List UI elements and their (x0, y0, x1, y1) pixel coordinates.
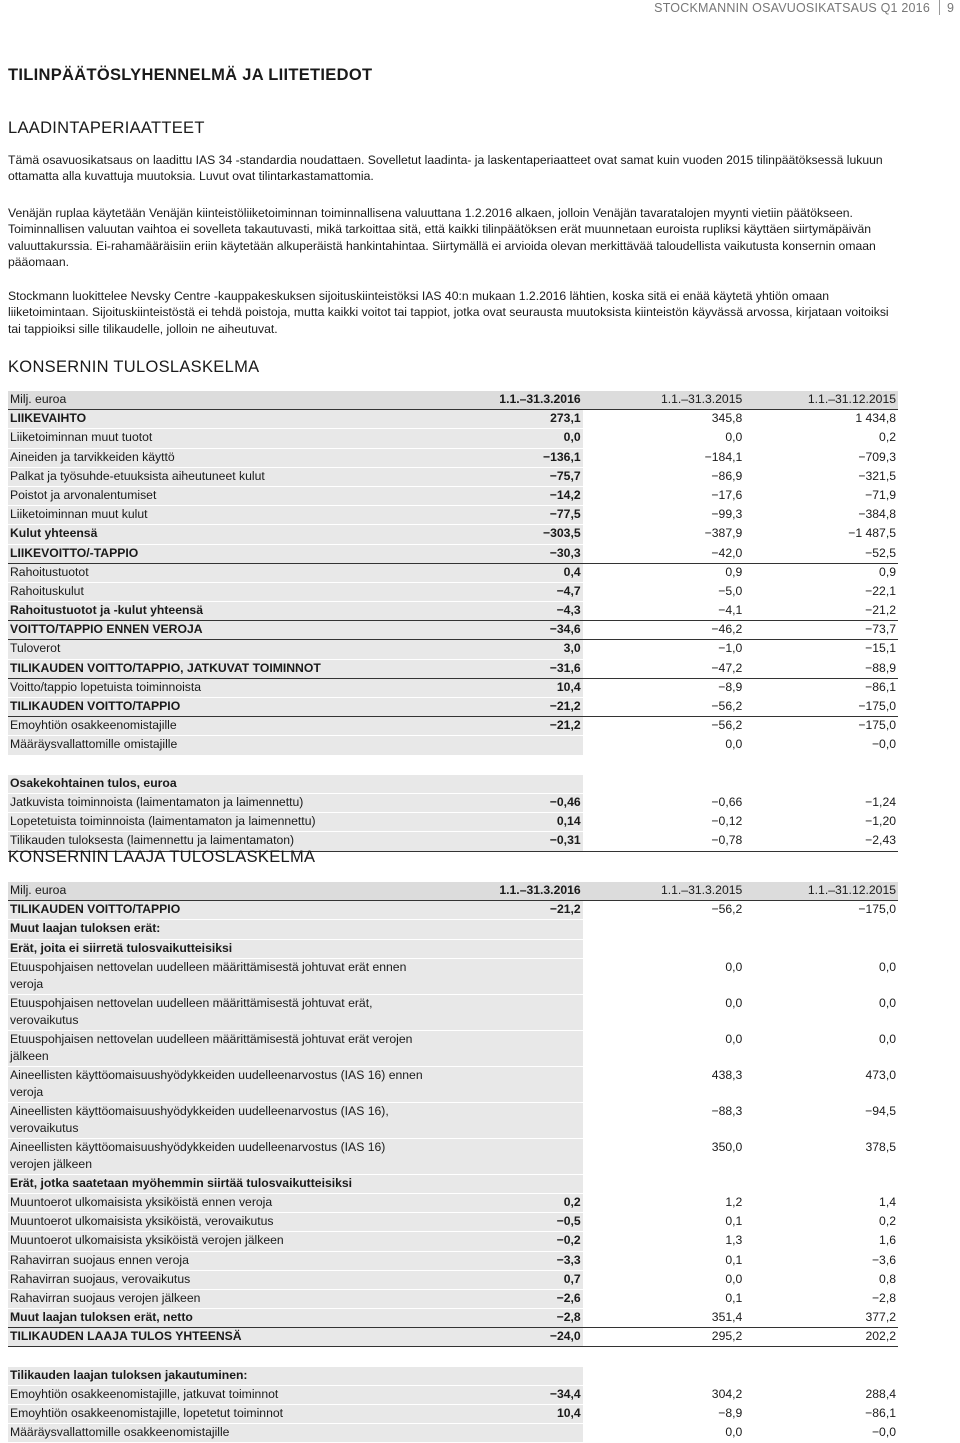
row-value (429, 774, 583, 793)
paragraph-2: Venäjän ruplaa käytetään Venäjän kiinteistöliiketoiminnan toiminnallisena valuuttana 1.2.2016 alkaen, jolloin Venäjän tavaratalojen myynti vietiin päätökseen. Toiminnallisen valuutan vaihtoa ei sovelleta takautuvasti, mikä tarkoittaa sitä, että kaikki tilinpäätöksen erät muunnetaan euroista rupliksi käyttäen siirtymäpäivän valuuttakurssia. Ei-rahamääräisiin eriin käytetään alkuperäistä hankintahintaa. Siirtymällä ei arvioida olevan merkittävää taloudellista vaikutusta konsernin omaan pääomaan. (8, 206, 876, 270)
row-value: −88,9 (744, 659, 898, 678)
row-value: 378,5 (744, 1138, 898, 1174)
table-row (8, 1347, 898, 1366)
row-value: −71,9 (744, 486, 898, 505)
row-value (429, 939, 583, 958)
row-value: −2,6 (429, 1289, 583, 1308)
row-value: −0,5 (429, 1213, 583, 1232)
table-row (8, 994, 898, 1030)
row-value: −73,7 (744, 621, 898, 640)
paragraph-1: Tämä osavuosikatsaus on laadittu IAS 34 -standardia noudattaen. Sovelletut laadinta- ja laskentaperiaatteet ovat samat kuin vuoden 2015 tilinpäätöksessä lukuun ottamatta alla kuvattuja muutoksia. Luvut ovat tilintarkastamattomia. (8, 153, 883, 184)
row-value: −0,2 (429, 1232, 583, 1251)
table-row (8, 544, 898, 563)
row-value: 0,9 (583, 563, 745, 582)
income-statement-table (8, 391, 898, 852)
row-label: Etuuspohjaisen nettovelan uudelleen määrittämisestä johtuvat erät verojen jälkeen (8, 1030, 429, 1066)
table-row (8, 563, 898, 582)
row-value (744, 755, 898, 774)
table-row (8, 467, 898, 486)
paragraph-3: Stockmann luokittelee Nevsky Centre -kauppakeskuksen sijoituskiinteistöksi IAS 40:n mukaan 1.2.2016 lähtien, koska sitä ei enää käytetä yhtiön omaan liiketoimintaan. Sijoituskiinteistöstä ei tehdä poistoja, mutta kaikki voitot tai tappiot, jotka ovat seurausta muutoksista kiinteistön käyvässä arvossa, kirjataan voitoiksi tai tappioiksi sille tilikaudelle, jolloin ne aiheutuvat. (8, 289, 889, 336)
row-value: −21,2 (429, 698, 583, 717)
row-value: 351,4 (583, 1309, 745, 1328)
row-value: −4,1 (583, 602, 745, 621)
section-title-income-statement: KONSERNIN TULOSLASKELMA (8, 358, 260, 376)
row-value: −175,0 (744, 698, 898, 717)
row-label: TILIKAUDEN VOITTO/TAPPIO, JATKUVAT TOIMINNOT (8, 659, 429, 678)
row-value: −0,0 (744, 1424, 898, 1443)
column-header-label: Milj. euroa (8, 391, 429, 410)
row-label: Muuntoerot ulkomaisista yksiköistä ennen veroja (8, 1193, 429, 1212)
table-row (8, 698, 898, 717)
row-label: Muuntoerot ulkomaisista yksiköistä verojen jälkeen (8, 1232, 429, 1251)
table-row (8, 525, 898, 544)
table-row (8, 1424, 898, 1443)
column-header-period: 1.1.–31.3.2015 (583, 882, 745, 901)
row-value: 0,0 (583, 736, 745, 755)
table-row (8, 1328, 898, 1347)
table-row (8, 920, 898, 939)
row-label: Voitto/tappio lopetuista toiminnoista (8, 678, 429, 697)
row-value: 0,0 (583, 958, 745, 994)
row-value (583, 1347, 745, 1366)
row-value: −86,9 (583, 467, 745, 486)
row-label: Rahoituskulut (8, 582, 429, 601)
row-value: −0,78 (583, 832, 745, 851)
row-label: Aineellisten käyttöomaisuushyödykkeiden uudelleenarvostus (IAS 16) verojen jälkeen (8, 1138, 429, 1174)
row-value: −0,46 (429, 793, 583, 812)
column-header-period: 1.1.–31.12.2015 (744, 391, 898, 410)
row-label: TILIKAUDEN VOITTO/TAPPIO (8, 901, 429, 920)
row-value: 0,9 (744, 563, 898, 582)
row-value: −56,2 (583, 698, 745, 717)
row-label: Määräysvallattomille osakkeenomistajille (8, 1424, 429, 1443)
row-value: −8,9 (583, 1405, 745, 1424)
row-value (744, 1347, 898, 1366)
row-value: −175,0 (744, 901, 898, 920)
table-row (8, 1030, 898, 1066)
row-value: 10,4 (429, 678, 583, 697)
row-value: 1,2 (583, 1193, 745, 1212)
row-value: −3,3 (429, 1251, 583, 1270)
row-value: 0,0 (744, 958, 898, 994)
row-value: −0,66 (583, 793, 745, 812)
table-row (8, 621, 898, 640)
table-header-row (8, 391, 898, 410)
row-value: −86,1 (744, 678, 898, 697)
section-title-comprehensive-income: KONSERNIN LAAJA TULOSLASKELMA (8, 848, 316, 866)
row-value (429, 755, 583, 774)
row-value: −0,31 (429, 832, 583, 851)
table-row (8, 958, 898, 994)
table-row (8, 1193, 898, 1212)
row-value (583, 1366, 745, 1385)
page-header (0, 0, 960, 16)
page-number: 9 (947, 1, 954, 15)
row-label: Liiketoiminnan muut kulut (8, 506, 429, 525)
row-value: −1 487,5 (744, 525, 898, 544)
row-label: Emoyhtiön osakkeenomistajille, jatkuvat toiminnot (8, 1385, 429, 1404)
column-header-period: 1.1.–31.3.2016 (429, 882, 583, 901)
column-header-period: 1.1.–31.3.2016 (429, 391, 583, 410)
row-value: −31,6 (429, 659, 583, 678)
row-value: −56,2 (583, 717, 745, 736)
column-header-period: 1.1.–31.12.2015 (744, 882, 898, 901)
row-value (429, 1102, 583, 1138)
row-label: Etuuspohjaisen nettovelan uudelleen määrittämisestä johtuvat erät, verovaikutus (8, 994, 429, 1030)
table-row (8, 448, 898, 467)
table-row (8, 1309, 898, 1328)
row-label (8, 755, 429, 774)
row-value: −86,1 (744, 1405, 898, 1424)
row-value (429, 1030, 583, 1066)
table-row (8, 1174, 898, 1193)
row-label: Aineellisten käyttöomaisuushyödykkeiden uudelleenarvostus (IAS 16), verovaikutus (8, 1102, 429, 1138)
row-label: Osakekohtainen tulos, euroa (8, 774, 429, 793)
table-row (8, 640, 898, 659)
comprehensive-income-table (8, 882, 898, 1443)
row-label (8, 1347, 429, 1366)
row-label: Etuuspohjaisen nettovelan uudelleen määrittämisestä johtuvat erät ennen veroja (8, 958, 429, 994)
row-value: −56,2 (583, 901, 745, 920)
row-value: 1 434,8 (744, 410, 898, 429)
row-value: −4,3 (429, 602, 583, 621)
row-value: −24,0 (429, 1328, 583, 1347)
row-value: 0,2 (744, 429, 898, 448)
table-row (8, 1270, 898, 1289)
row-value (583, 1174, 745, 1193)
row-value: 0,0 (583, 994, 745, 1030)
report-title: STOCKMANNIN OSAVUOSIKATSAUS Q1 2016 (654, 1, 930, 15)
row-value: 438,3 (583, 1066, 745, 1102)
row-value: 377,2 (744, 1309, 898, 1328)
row-value: 0,1 (583, 1289, 745, 1308)
row-label: Emoyhtiön osakkeenomistajille, lopetetut toiminnot (8, 1405, 429, 1424)
row-value: 0,14 (429, 813, 583, 832)
row-label: Tuloverot (8, 640, 429, 659)
row-value: −42,0 (583, 544, 745, 563)
row-label: Muut laajan tuloksen erät, netto (8, 1309, 429, 1328)
row-label: Tilikauden tuloksesta (laimennettu ja laimentamaton) (8, 832, 429, 851)
row-label: Rahavirran suojaus ennen veroja (8, 1251, 429, 1270)
row-value: −47,2 (583, 659, 745, 678)
row-value (744, 774, 898, 793)
row-label: Kulut yhteensä (8, 525, 429, 544)
row-value: 0,2 (744, 1213, 898, 1232)
row-label: Rahoitustuotot ja -kulut yhteensä (8, 602, 429, 621)
table-row (8, 1251, 898, 1270)
table-row (8, 939, 898, 958)
row-value: 0,0 (744, 1030, 898, 1066)
row-value: −77,5 (429, 506, 583, 525)
table-row (8, 582, 898, 601)
row-value: −21,2 (429, 901, 583, 920)
row-label: Erät, joita ei siirretä tulosvaikutteisiksi (8, 939, 429, 958)
table-row (8, 486, 898, 505)
column-header-label: Milj. euroa (8, 882, 429, 901)
row-value: −88,3 (583, 1102, 745, 1138)
row-value (583, 774, 745, 793)
table-row (8, 717, 898, 736)
table-row (8, 813, 898, 832)
table-row (8, 1066, 898, 1102)
row-value (429, 920, 583, 939)
table-row (8, 659, 898, 678)
row-value: −1,20 (744, 813, 898, 832)
row-value: −184,1 (583, 448, 745, 467)
row-value: −3,6 (744, 1251, 898, 1270)
row-value: −4,7 (429, 582, 583, 601)
table-row (8, 410, 898, 429)
row-value (429, 736, 583, 755)
table-row (8, 429, 898, 448)
row-value (429, 994, 583, 1030)
row-value: 295,2 (583, 1328, 745, 1347)
row-value: −15,1 (744, 640, 898, 659)
row-value (429, 1347, 583, 1366)
row-value (744, 1174, 898, 1193)
row-value (583, 755, 745, 774)
table-row (8, 774, 898, 793)
row-value: −46,2 (583, 621, 745, 640)
table-row (8, 1385, 898, 1404)
row-value: 202,2 (744, 1328, 898, 1347)
row-label: Muuntoerot ulkomaisista yksiköistä, verovaikutus (8, 1213, 429, 1232)
row-value: −52,5 (744, 544, 898, 563)
row-value: −321,5 (744, 467, 898, 486)
row-label: LIIKEVAIHTO (8, 410, 429, 429)
table-row (8, 736, 898, 755)
row-value: 10,4 (429, 1405, 583, 1424)
row-value: −2,43 (744, 832, 898, 851)
row-value: 304,2 (583, 1385, 745, 1404)
header-divider (939, 0, 940, 15)
row-value: −1,0 (583, 640, 745, 659)
row-value: −0,0 (744, 736, 898, 755)
row-value: 3,0 (429, 640, 583, 659)
table-header-row (8, 882, 898, 901)
row-value: 0,0 (583, 429, 745, 448)
row-value: −384,8 (744, 506, 898, 525)
row-value: −0,12 (583, 813, 745, 832)
table-row (8, 1366, 898, 1385)
row-value: −99,3 (583, 506, 745, 525)
row-value: 473,0 (744, 1066, 898, 1102)
row-value: 288,4 (744, 1385, 898, 1404)
row-label: Jatkuvista toiminnoista (laimentamaton ja laimennettu) (8, 793, 429, 812)
row-value (429, 1138, 583, 1174)
row-value (744, 939, 898, 958)
row-value (583, 920, 745, 939)
table-row (8, 1289, 898, 1308)
table-row (8, 901, 898, 920)
row-value: −22,1 (744, 582, 898, 601)
row-value: 273,1 (429, 410, 583, 429)
row-value: 0,4 (429, 563, 583, 582)
row-value: −17,6 (583, 486, 745, 505)
row-value: −21,2 (429, 717, 583, 736)
row-value: 0,0 (429, 429, 583, 448)
row-value: −5,0 (583, 582, 745, 601)
table-row (8, 678, 898, 697)
row-value: −2,8 (429, 1309, 583, 1328)
row-label: Liiketoiminnan muut tuotot (8, 429, 429, 448)
row-value: 0,1 (583, 1251, 745, 1270)
row-label: Palkat ja työsuhde-etuuksista aiheutuneet kulut (8, 467, 429, 486)
row-value: −709,3 (744, 448, 898, 467)
row-value (744, 1366, 898, 1385)
section-title-accounting-principles: LAADINTAPERIAATTEET (8, 119, 205, 137)
row-label: Emoyhtiön osakkeenomistajille (8, 717, 429, 736)
row-value (583, 939, 745, 958)
row-label: TILIKAUDEN VOITTO/TAPPIO (8, 698, 429, 717)
table-row (8, 755, 898, 774)
row-value: −75,7 (429, 467, 583, 486)
row-value: 0,0 (583, 1424, 745, 1443)
row-value: −2,8 (744, 1289, 898, 1308)
row-value: −34,6 (429, 621, 583, 640)
row-label: Erät, jotka saatetaan myöhemmin siirtää tulosvaikutteisiksi (8, 1174, 429, 1193)
row-value: −387,9 (583, 525, 745, 544)
row-value: 0,0 (583, 1030, 745, 1066)
row-value: −94,5 (744, 1102, 898, 1138)
row-value: 0,8 (744, 1270, 898, 1289)
row-value (744, 920, 898, 939)
row-value (429, 958, 583, 994)
row-label: LIIKEVOITTO/-TAPPIO (8, 544, 429, 563)
row-value: −175,0 (744, 717, 898, 736)
table-row (8, 1102, 898, 1138)
row-label: Aineiden ja tarvikkeiden käyttö (8, 448, 429, 467)
row-label: TILIKAUDEN LAAJA TULOS YHTEENSÄ (8, 1328, 429, 1347)
row-value: −136,1 (429, 448, 583, 467)
row-value: −8,9 (583, 678, 745, 697)
row-label: Rahoitustuotot (8, 563, 429, 582)
row-label: Tilikauden laajan tuloksen jakautuminen: (8, 1366, 429, 1385)
main-title: TILINPÄÄTÖSLYHENNELMÄ JA LIITETIEDOT (8, 66, 373, 84)
table-row (8, 1213, 898, 1232)
row-value: 0,0 (744, 994, 898, 1030)
row-value: 0,7 (429, 1270, 583, 1289)
row-value (429, 1174, 583, 1193)
row-value: −14,2 (429, 486, 583, 505)
row-value: −21,2 (744, 602, 898, 621)
row-label: Lopetetuista toiminnoista (laimentamaton ja laimennettu) (8, 813, 429, 832)
row-value: 1,4 (744, 1193, 898, 1212)
table-row (8, 793, 898, 812)
row-label: Määräysvallattomille omistajille (8, 736, 429, 755)
row-label: Poistot ja arvonalentumiset (8, 486, 429, 505)
row-label: Rahavirran suojaus verojen jälkeen (8, 1289, 429, 1308)
table-row (8, 602, 898, 621)
row-label: Muut laajan tuloksen erät: (8, 920, 429, 939)
table-row (8, 1405, 898, 1424)
row-value: 0,2 (429, 1193, 583, 1212)
row-value: −1,24 (744, 793, 898, 812)
row-label: Rahavirran suojaus, verovaikutus (8, 1270, 429, 1289)
row-value: 1,6 (744, 1232, 898, 1251)
row-value: 345,8 (583, 410, 745, 429)
row-value: 0,0 (583, 1270, 745, 1289)
row-value (429, 1424, 583, 1443)
row-value: −34,4 (429, 1385, 583, 1404)
row-value: 1,3 (583, 1232, 745, 1251)
row-label: Aineellisten käyttöomaisuushyödykkeiden uudelleenarvostus (IAS 16) ennen veroja (8, 1066, 429, 1102)
column-header-period: 1.1.–31.3.2015 (583, 391, 745, 410)
table-row (8, 506, 898, 525)
row-value: 0,1 (583, 1213, 745, 1232)
row-value: −303,5 (429, 525, 583, 544)
row-value (429, 1366, 583, 1385)
table-row (8, 1138, 898, 1174)
row-value: 350,0 (583, 1138, 745, 1174)
row-value (429, 1066, 583, 1102)
row-value: −30,3 (429, 544, 583, 563)
row-label: VOITTO/TAPPIO ENNEN VEROJA (8, 621, 429, 640)
table-row (8, 1232, 898, 1251)
